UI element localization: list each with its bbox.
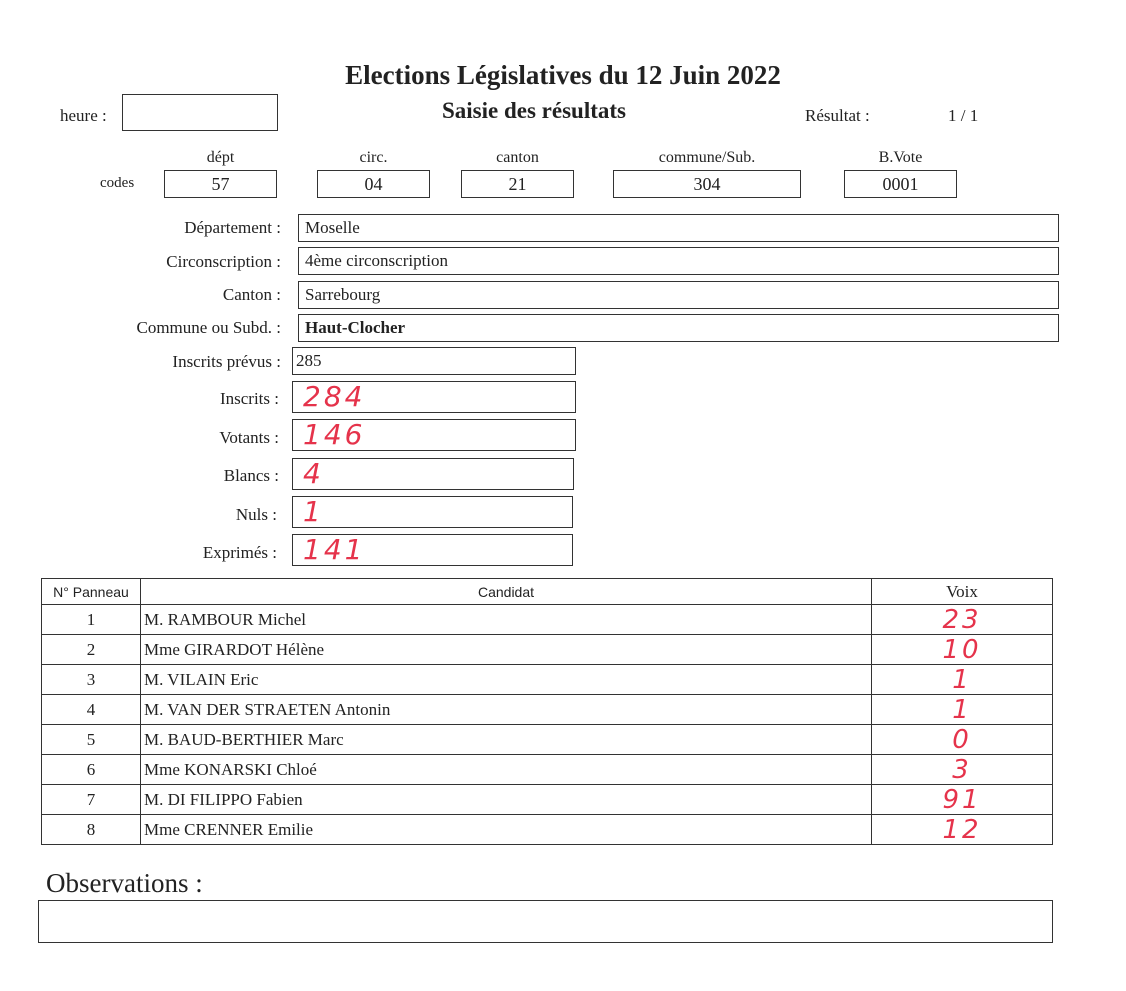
inscrits-field[interactable]: 284: [292, 381, 576, 413]
row-candidate-name: Mme KONARSKI Chloé: [141, 755, 872, 785]
nuls-field[interactable]: 1: [292, 496, 573, 528]
canton-label: Canton :: [222, 285, 281, 304]
blancs-label: Blancs :: [223, 466, 279, 485]
row-voix-field[interactable]: 1: [872, 665, 1053, 695]
page-subtitle: Saisie des résultats: [442, 98, 626, 123]
code-commune-header: commune/Sub.: [658, 149, 756, 166]
exprimes-field[interactable]: 141: [292, 534, 573, 566]
row-num: 3: [42, 665, 141, 695]
table-row: [42, 635, 1053, 665]
inscrits-prevus-label: Inscrits prévus :: [172, 352, 281, 371]
canton-field[interactable]: Sarrebourg: [298, 281, 1059, 309]
table-row: [42, 785, 1053, 815]
column-header-num: N° Panneau: [42, 579, 141, 605]
row-num: 4: [42, 695, 141, 725]
row-num: 8: [42, 815, 141, 845]
circonscription-field[interactable]: 4ème circonscription: [298, 247, 1059, 275]
circonscription-label: Circonscription :: [166, 252, 281, 271]
observations-field[interactable]: [38, 900, 1053, 943]
departement-label: Département :: [184, 218, 281, 237]
table-row: [42, 665, 1053, 695]
blancs-field[interactable]: 4: [292, 458, 574, 490]
row-num: 1: [42, 605, 141, 635]
code-dept-field[interactable]: 57: [164, 170, 277, 198]
inscrits-label: Inscrits :: [219, 389, 279, 408]
row-num: 7: [42, 785, 141, 815]
table-header-row: [42, 579, 1053, 605]
row-voix-field[interactable]: 3: [872, 755, 1053, 785]
row-voix-field[interactable]: 12: [872, 815, 1053, 845]
code-circ-field[interactable]: 04: [317, 170, 430, 198]
exprimes-label: Exprimés :: [202, 543, 277, 562]
table-row: [42, 725, 1053, 755]
row-candidate-name: M. RAMBOUR Michel: [141, 605, 872, 635]
resultat-value: 1 / 1: [948, 106, 979, 125]
resultat-label: Résultat :: [805, 106, 870, 125]
row-candidate-name: Mme GIRARDOT Hélène: [141, 635, 872, 665]
code-bvote-header: B.Vote: [878, 149, 923, 166]
observations-label: Observations :: [46, 868, 203, 898]
commune-field[interactable]: Haut-Clocher: [298, 314, 1059, 342]
commune-label: Commune ou Subd. :: [136, 318, 281, 337]
code-canton-header: canton: [496, 149, 539, 166]
results-table: [41, 578, 1053, 845]
row-candidate-name: M. DI FILIPPO Fabien: [141, 785, 872, 815]
heure-label: heure :: [60, 106, 107, 125]
table-row: [42, 605, 1053, 635]
row-candidate-name: M. BAUD-BERTHIER Marc: [141, 725, 872, 755]
code-circ-header: circ.: [359, 149, 388, 166]
row-voix-field[interactable]: 91: [872, 785, 1053, 815]
row-candidate-name: M. VAN DER STRAETEN Antonin: [141, 695, 872, 725]
page-title: Elections Législatives du 12 Juin 2022: [345, 60, 781, 90]
table-row: [42, 695, 1053, 725]
code-canton-field[interactable]: 21: [461, 170, 574, 198]
row-candidate-name: M. VILAIN Eric: [141, 665, 872, 695]
row-voix-field[interactable]: 23: [872, 605, 1053, 635]
row-candidate-name: Mme CRENNER Emilie: [141, 815, 872, 845]
codes-label: codes: [100, 175, 135, 191]
table-row: [42, 755, 1053, 785]
votants-field[interactable]: 146: [292, 419, 576, 451]
row-num: 5: [42, 725, 141, 755]
heure-input[interactable]: [122, 94, 278, 131]
votants-label: Votants :: [219, 428, 279, 447]
row-num: 6: [42, 755, 141, 785]
column-header-voix: Voix: [872, 579, 1053, 605]
departement-field[interactable]: Moselle: [298, 214, 1059, 242]
code-bvote-field[interactable]: 0001: [844, 170, 957, 198]
inscrits-prevus-field[interactable]: 285: [292, 347, 576, 375]
nuls-label: Nuls :: [235, 505, 277, 524]
row-voix-field[interactable]: 10: [872, 635, 1053, 665]
code-dept-header: dépt: [206, 149, 235, 166]
code-commune-field[interactable]: 304: [613, 170, 801, 198]
row-voix-field[interactable]: 1: [872, 695, 1053, 725]
row-voix-field[interactable]: 0: [872, 725, 1053, 755]
row-num: 2: [42, 635, 141, 665]
column-header-candidat: Candidat: [141, 579, 872, 605]
table-row: [42, 815, 1053, 845]
